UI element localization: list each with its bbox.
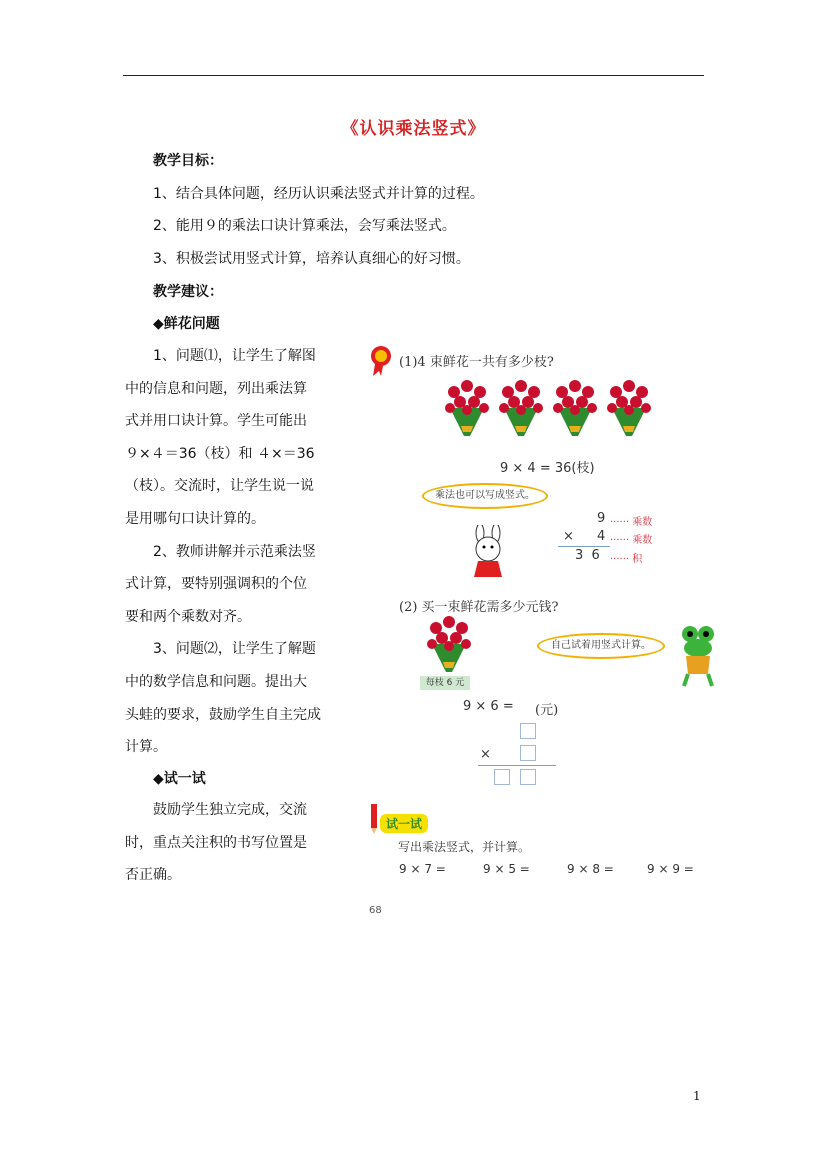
try-item-2: 9 × 5 =	[483, 862, 530, 876]
label-product: ······ 积	[610, 554, 643, 565]
flower-advice-text	[125, 340, 340, 764]
equation-2-unit: (元)	[535, 703, 559, 718]
question-1: (1)4 束鲜花一共有多少枝?	[399, 355, 554, 370]
label-multiplier-1: ······ 乘数	[610, 517, 653, 528]
advice-line: 中的数学信息和问题。提出大	[125, 673, 307, 690]
section-try-heading: ◆试一试	[153, 771, 206, 787]
answer-box	[520, 745, 536, 761]
vertical-rule-2	[478, 765, 556, 766]
try-item-4: 9 × 9 =	[647, 862, 694, 876]
try-instruction: 写出乘法竖式，并计算。	[398, 840, 531, 854]
advice-heading: 教学建议：	[153, 284, 223, 300]
try-item-3: 9 × 8 =	[567, 862, 614, 876]
book-page-number: 68	[369, 905, 382, 916]
advice-line: ９×４＝36（枝）和 ４×＝36	[125, 445, 315, 462]
goal-3: 3、积极尝试用竖式计算，培养认真细心的好习惯。	[153, 251, 470, 267]
try-line: 鼓励学生独立完成，交流	[153, 802, 307, 818]
equation-2: 9 × 6 =	[463, 699, 514, 714]
try-line: 时，重点关注积的书写位置是	[125, 834, 307, 851]
answer-box	[520, 723, 536, 739]
advice-line: 头蛙的要求，鼓励学生自主完成	[125, 706, 321, 723]
badge-icon	[369, 344, 393, 378]
vertical-rule	[558, 546, 610, 547]
header-rule	[123, 75, 704, 76]
advice-line: 式计算，要特别强调积的个位	[125, 576, 307, 593]
rabbit-icon	[466, 525, 512, 579]
advice-line: 计算。	[125, 739, 167, 756]
advice-line: 3、问题⑵，让学生了解题	[153, 641, 316, 658]
try-line: 否正确。	[125, 867, 181, 884]
vertical-operator: ×	[563, 529, 574, 544]
section-flower-heading: ◆鲜花问题	[153, 316, 220, 332]
goal-1: 1、结合具体问题，经历认识乘法竖式并计算的过程。	[153, 186, 484, 202]
equation-1: 9 × 4 = 36(枝)	[500, 461, 595, 476]
vertical-result: 3 6	[575, 548, 600, 563]
try-advice-text	[125, 794, 340, 892]
advice-line: 是用哪句口诀计算的。	[125, 510, 265, 527]
advice-line: 中的信息和问题，列出乘法算	[125, 380, 307, 397]
page-number: 1	[693, 1089, 701, 1103]
goal-2: 2、能用９的乘法口诀计算乘法，会写乘法竖式。	[153, 218, 456, 234]
vertical-mid: 4	[597, 529, 606, 544]
page-title: 《认识乘法竖式》	[341, 119, 486, 139]
answer-box	[520, 769, 536, 785]
bouquet-image	[422, 614, 478, 678]
advice-line: 1、问题⑴，让学生了解图	[153, 348, 316, 364]
speech-bubble-2: 自己试着用竖式计算。	[537, 633, 665, 659]
goals-heading: 教学目标：	[153, 153, 223, 169]
advice-line: （枝）。交流时，让学生说一说	[125, 478, 314, 495]
vertical-top: 9	[597, 511, 606, 526]
speech-bubble-1: 乘法也可以写成竖式。	[422, 483, 548, 509]
advice-line: 要和两个乘数对齐。	[125, 608, 251, 625]
label-multiplier-2: ······ 乘数	[610, 535, 653, 546]
advice-line: 2、教师讲解并示范乘法竖	[153, 543, 316, 560]
advice-line: 式并用口诀计算。学生可能出	[125, 413, 307, 430]
price-tag: 每枝 6 元	[420, 676, 470, 690]
vertical-operator-2: ×	[480, 747, 491, 762]
answer-box	[494, 769, 510, 785]
bouquets-image	[440, 378, 660, 442]
try-label: 试一试	[380, 814, 428, 833]
frog-icon	[678, 624, 720, 688]
try-item-1: 9 × 7 =	[399, 862, 446, 876]
question-2: (2) 买一束鲜花需多少元钱?	[399, 600, 559, 615]
